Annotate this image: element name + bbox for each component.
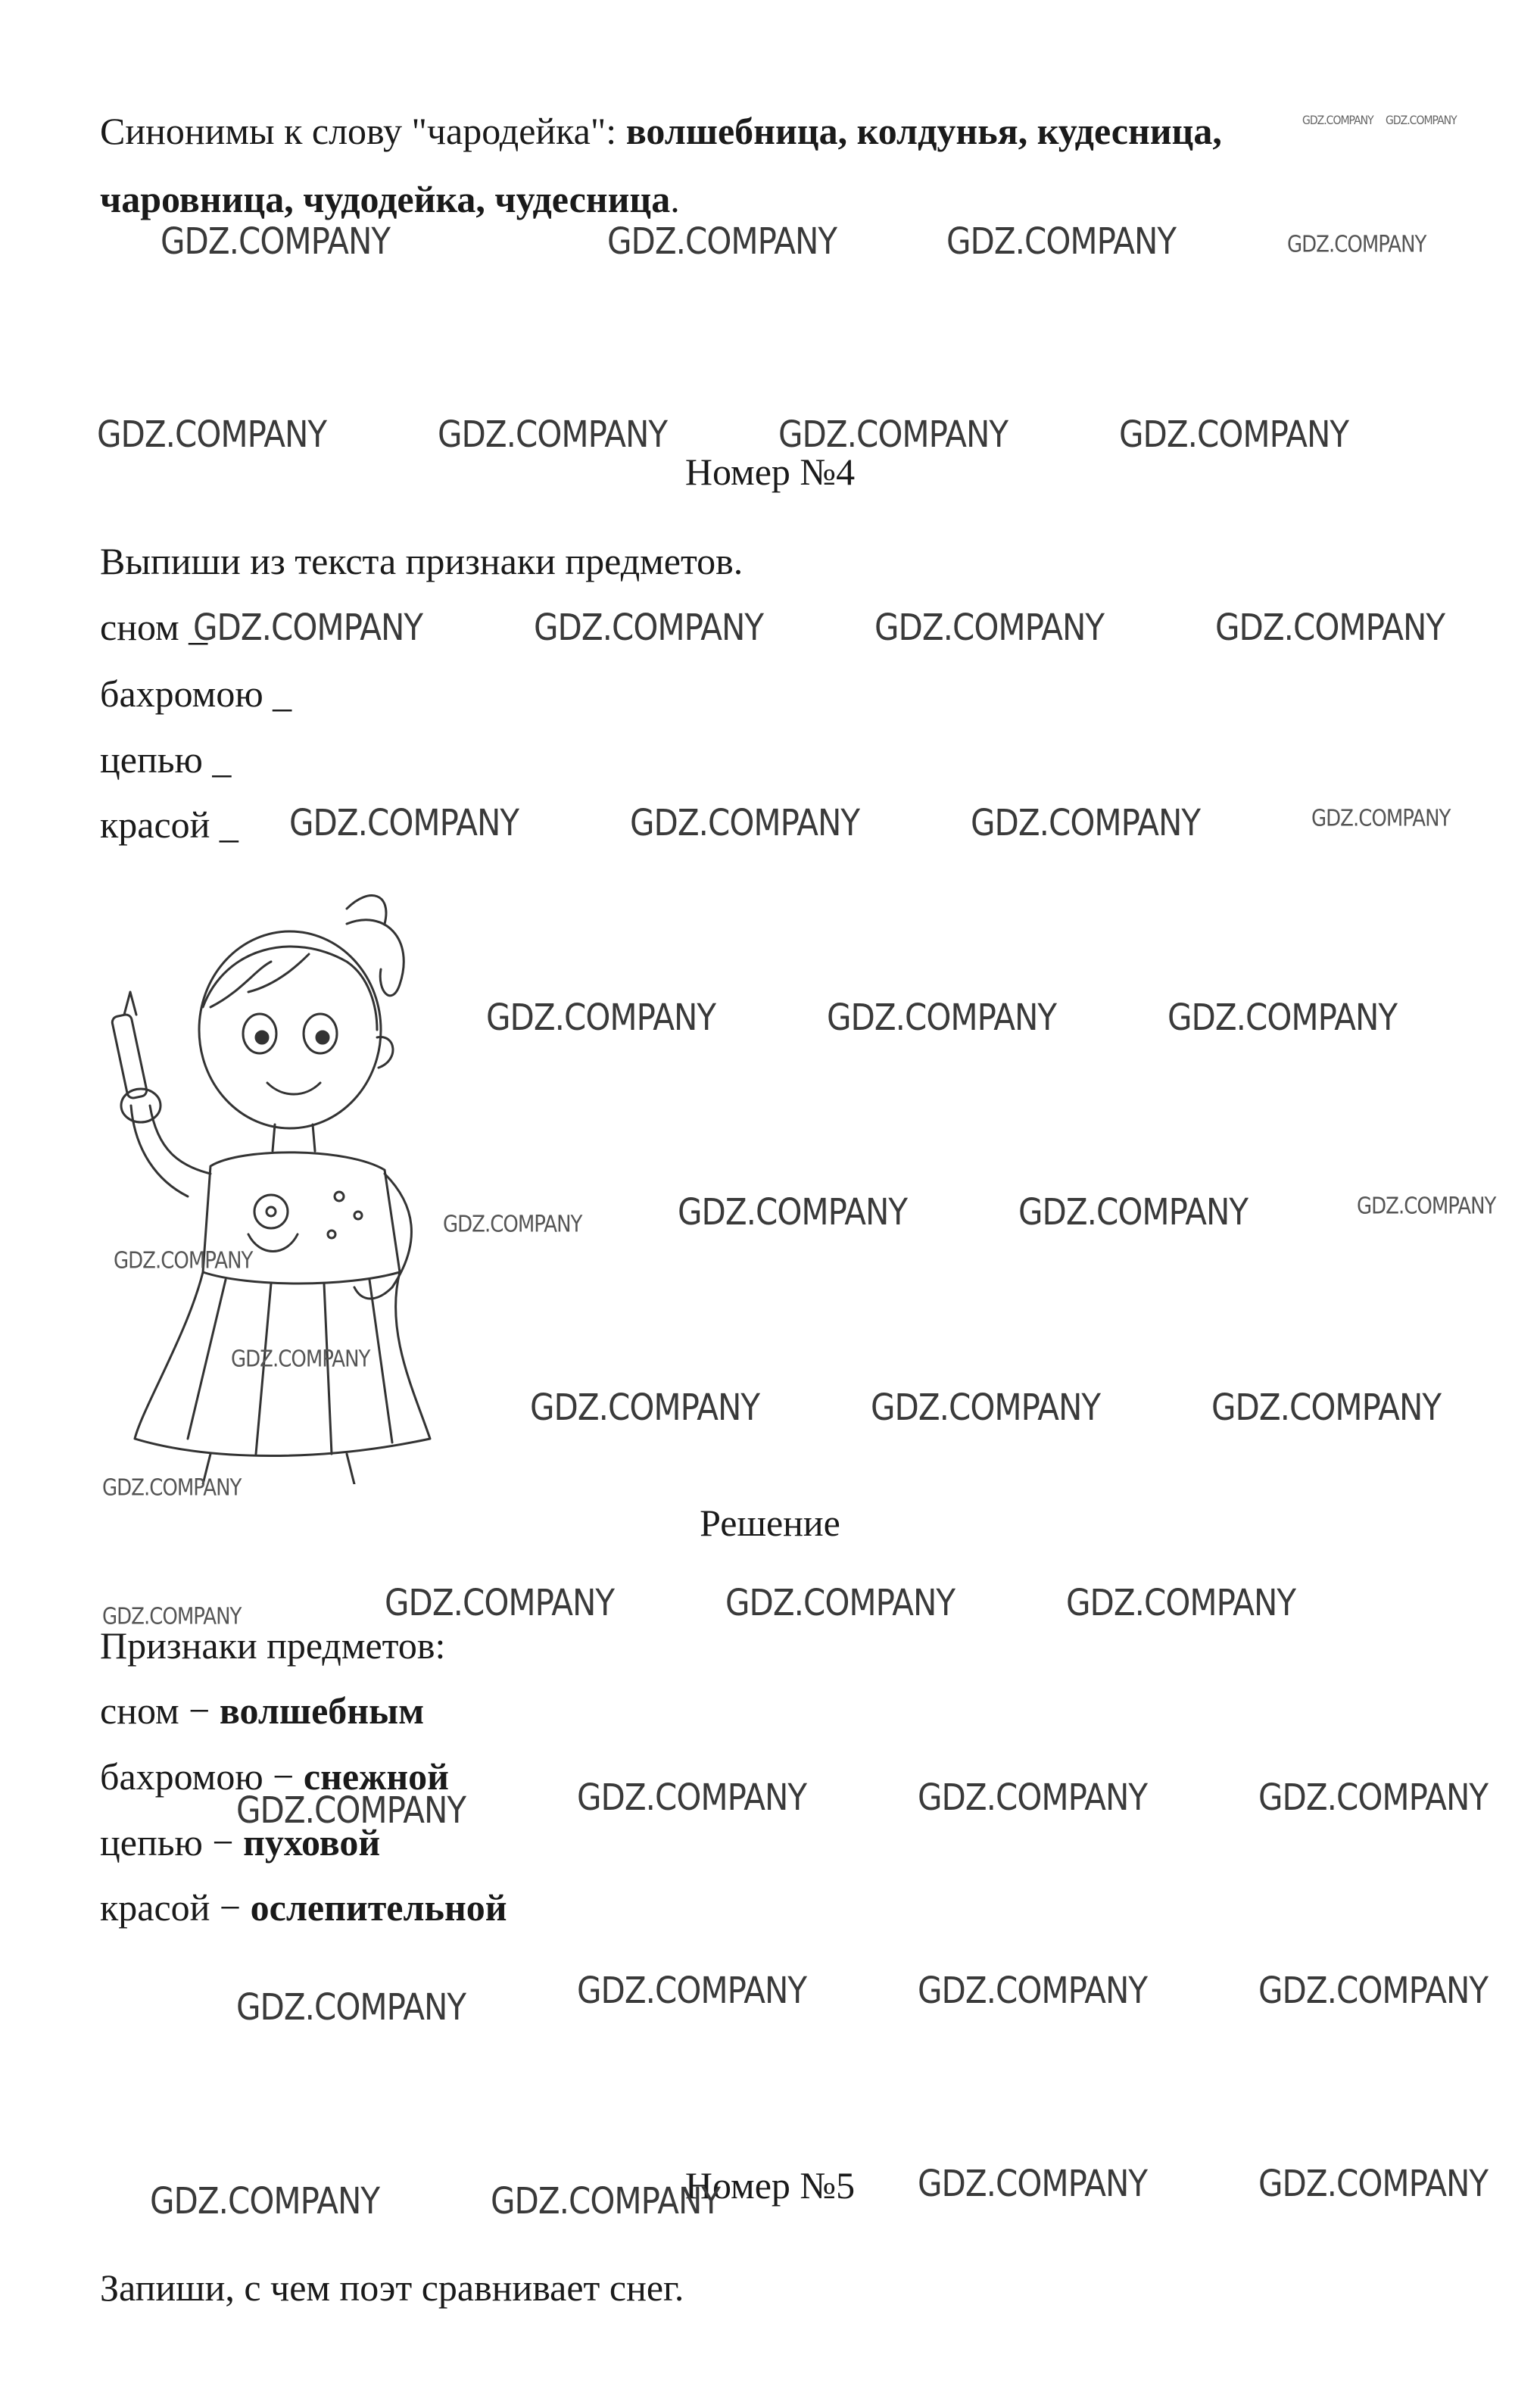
watermark: GDZ.COMPANY (161, 220, 391, 263)
watermark: GDZ.COMPANY (607, 220, 837, 263)
watermark: GDZ.COMPANY (438, 413, 668, 456)
solution-word: цепью − (100, 1821, 244, 1864)
watermark: GDZ.COMPANY (1311, 806, 1451, 832)
watermark: GDZ.COMPANY (1066, 1581, 1296, 1624)
solution-answer: снежной (303, 1755, 449, 1798)
synonyms-prefix: Синонимы к слову "чародейка": (100, 110, 626, 152)
watermark: GDZ.COMPANY (231, 1346, 370, 1373)
blank-row: бахромою _ (100, 672, 292, 715)
watermark: GDZ.COMPANY (1287, 232, 1426, 258)
watermark: GDZ.COMPANY (1258, 1776, 1489, 1819)
synonyms-line-2 (100, 176, 680, 223)
watermark: GDZ.COMPANY (577, 1969, 807, 2012)
watermark: GDZ.COMPANY (1302, 114, 1373, 128)
watermark: GDZ.COMPANY (486, 996, 716, 1039)
watermark: GDZ.COMPANY (236, 1985, 466, 2029)
solution-answer: ослепительной (250, 1886, 507, 1929)
watermark: GDZ.COMPANY (534, 606, 764, 649)
watermark: GDZ.COMPANY (1258, 2162, 1489, 2205)
solution-answer: волшебным (219, 1689, 425, 1732)
task4-instruction: Выпиши из текста признаки предметов. (100, 540, 744, 582)
watermark: GDZ.COMPANY (971, 801, 1201, 844)
watermark: GDZ.COMPANY (97, 413, 327, 456)
synonyms-bold-line-2: чаровница, чудодейка, чудесница (100, 178, 671, 220)
watermark: GDZ.COMPANY (1357, 1193, 1496, 1220)
synonyms-suffix: . (670, 178, 680, 220)
solution-answer: пуховой (243, 1821, 381, 1864)
watermark: GDZ.COMPANY (1018, 1190, 1249, 1234)
solution-intro: Признаки предметов: (100, 1624, 446, 1667)
blank-row: цепью _ (100, 738, 232, 781)
task4-heading: Номер №4 (684, 451, 856, 493)
watermark: GDZ.COMPANY (778, 413, 1008, 456)
solution-word: бахромою − (100, 1755, 304, 1798)
watermark: GDZ.COMPANY (1215, 606, 1445, 649)
solution-row (100, 1687, 424, 1734)
watermark: GDZ.COMPANY (871, 1386, 1101, 1429)
watermark: GDZ.COMPANY (193, 606, 423, 649)
blank-row: красой _ (100, 803, 238, 846)
watermark: GDZ.COMPANY (102, 1604, 242, 1630)
watermark: GDZ.COMPANY (1258, 1969, 1489, 2012)
blank-row: сном _ (100, 606, 208, 648)
watermark: GDZ.COMPANY (827, 996, 1057, 1039)
watermark: GDZ.COMPANY (530, 1386, 760, 1429)
solution-row (100, 1884, 507, 1931)
watermark: GDZ.COMPANY (678, 1190, 908, 1234)
watermark: GDZ.COMPANY (236, 1789, 466, 1832)
watermark: GDZ.COMPANY (385, 1581, 615, 1624)
solution-word: красой − (100, 1886, 251, 1929)
watermark: GDZ.COMPANY (946, 220, 1177, 263)
task5-heading: Номер №5 (684, 2164, 856, 2207)
watermark: GDZ.COMPANY (1167, 996, 1398, 1039)
watermark: GDZ.COMPANY (443, 1212, 582, 1238)
watermark: GDZ.COMPANY (1386, 114, 1457, 128)
solution-heading: Решение (700, 1502, 840, 1544)
watermark: GDZ.COMPANY (630, 801, 860, 844)
watermark: GDZ.COMPANY (150, 2179, 380, 2222)
solution-word: сном − (100, 1689, 220, 1732)
task5-instruction: Запиши, с чем поэт сравнивает снег. (100, 2266, 684, 2309)
watermark: GDZ.COMPANY (874, 606, 1105, 649)
watermark: GDZ.COMPANY (577, 1776, 807, 1819)
watermark: GDZ.COMPANY (102, 1475, 242, 1502)
watermark: GDZ.COMPANY (491, 2179, 721, 2222)
watermark: GDZ.COMPANY (114, 1248, 253, 1274)
watermark: GDZ.COMPANY (725, 1581, 955, 1624)
watermark: GDZ.COMPANY (918, 1776, 1148, 1819)
synonyms-line-1 (100, 108, 1222, 154)
watermark: GDZ.COMPANY (918, 1969, 1148, 2012)
synonyms-bold-line-1: волшебница, колдунья, кудесница, (625, 110, 1222, 152)
watermark: GDZ.COMPANY (289, 801, 519, 844)
watermark: GDZ.COMPANY (1211, 1386, 1442, 1429)
watermark: GDZ.COMPANY (1119, 413, 1349, 456)
girl-illustration (97, 878, 453, 1484)
watermark: GDZ.COMPANY (918, 2162, 1148, 2205)
